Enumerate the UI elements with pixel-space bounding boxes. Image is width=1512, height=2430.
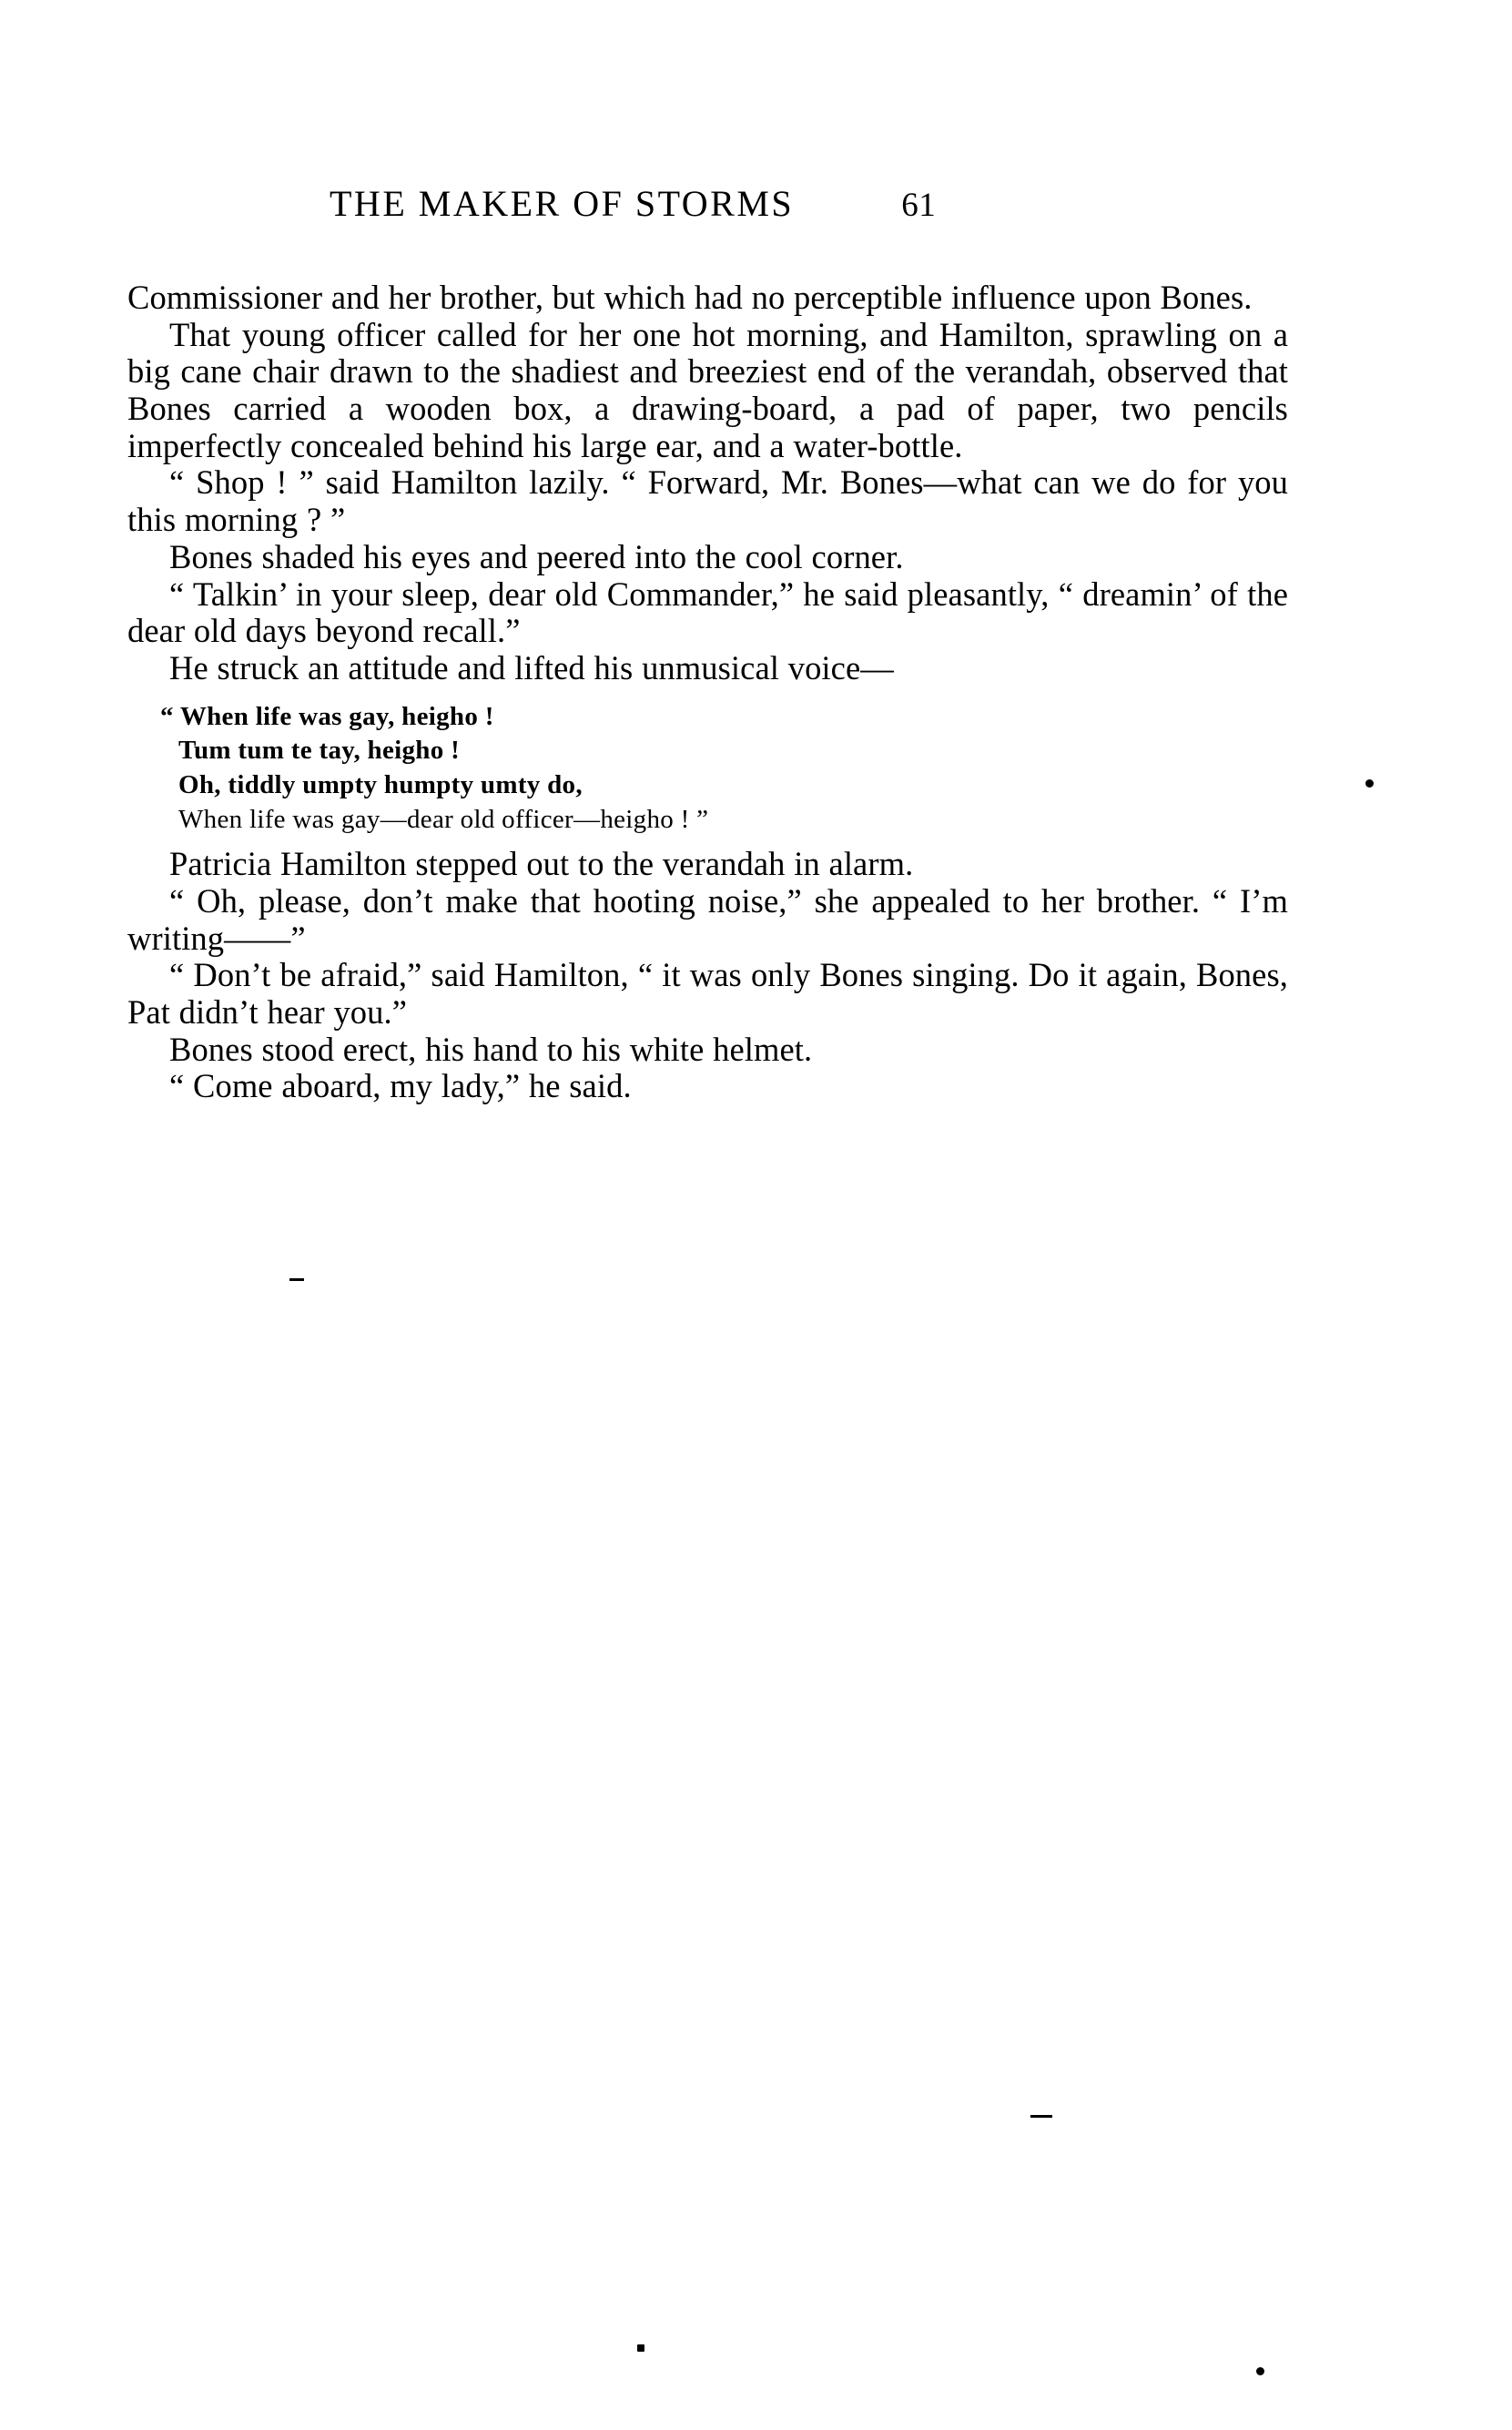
- ink-speck-icon: [1365, 779, 1374, 788]
- paragraph: Commissioner and her brother, but which had no perceptible influence upon Bones.: [127, 279, 1253, 316]
- ink-speck-icon: [637, 2344, 644, 2352]
- paragraph: Bones shaded his eyes and peered into the cool corner.: [169, 537, 904, 575]
- ink-mark-icon: [289, 1278, 304, 1281]
- paragraph: Patricia Hamilton stepped out to the verandah in alarm.: [169, 845, 914, 883]
- page-number: 61: [901, 187, 937, 224]
- paragraph: “ Talkin’ in your sleep, dear old Commander,” he said pleasantly, “ dreamin’ of the dear old days beyond recall.”: [127, 574, 1288, 650]
- paragraph: “ Come aboard, my lady,” he said.: [169, 1067, 632, 1105]
- paragraph: Bones stood erect, his hand to his white helmet.: [169, 1030, 813, 1068]
- paragraph: He struck an attitude and lifted his unmusical voice—: [169, 648, 894, 686]
- paragraph: “ Oh, please, don’t make that hooting noise,” she appealed to her brother. “ I’m writing——”: [127, 882, 1288, 957]
- verse-line: Tum tum te tay, heigho !: [178, 736, 461, 766]
- page-content: [127, 182, 1288, 1105]
- verse-line: “ When life was gay, heigho !: [160, 701, 494, 731]
- verse-line: When life was gay—dear old officer—heigho ! ”: [178, 804, 709, 834]
- verse-line: Oh, tiddly umpty humpty umty do,: [178, 769, 583, 799]
- verse-block: [127, 700, 1288, 838]
- paragraph: “ Shop ! ” said Hamilton lazily. “ Forward, Mr. Bones—what can we do for you this morning ? ”: [127, 463, 1288, 539]
- ink-speck-icon: [1256, 2367, 1264, 2375]
- body-text: [127, 280, 1288, 1105]
- running-head: [127, 182, 1288, 225]
- running-title: THE MAKER OF STORMS: [330, 183, 795, 224]
- paragraph: “ Don’t be afraid,” said Hamilton, “ it was only Bones singing. Do it again, Bones, Pat didn’t hear you.”: [127, 956, 1288, 1032]
- paragraph: That young officer called for her one hot morning, and Hamilton, sprawling on a big cane chair drawn to the shadiest and breeziest end of the verandah, observed that Bones carried a wooden box, a drawing-board, a pad of paper, two pencils imperfectly concealed behind his large ear, and a water-bottle.: [127, 315, 1288, 464]
- ink-mark-icon: [1030, 2115, 1052, 2118]
